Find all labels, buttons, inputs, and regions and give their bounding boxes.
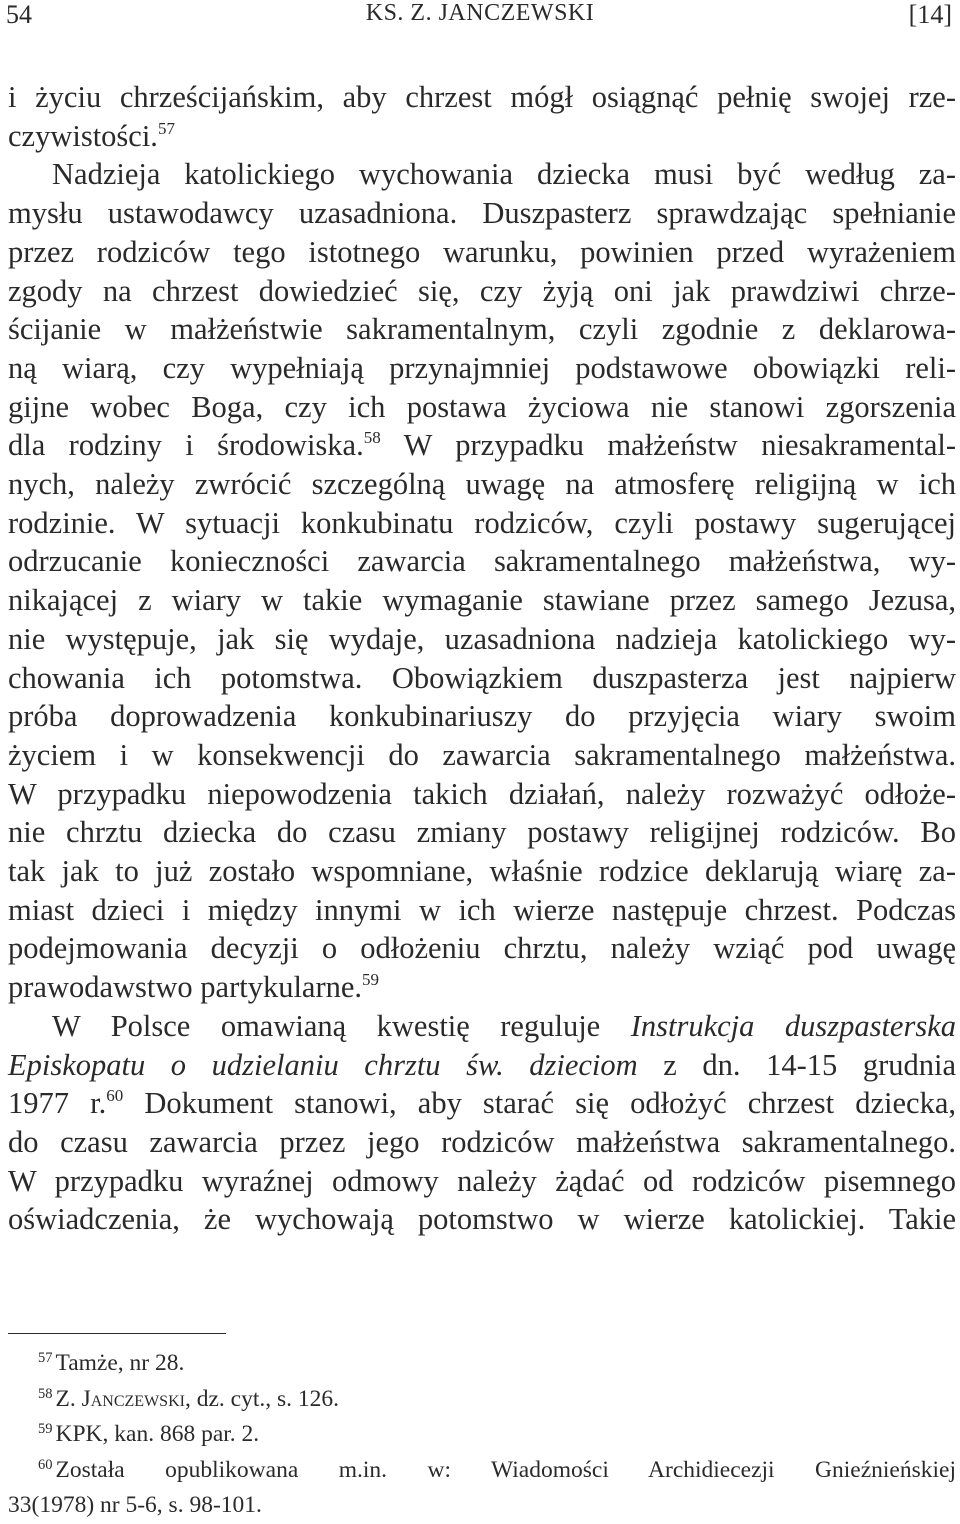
footnote: $^{58}$ Z. Janczewski, dz. cyt., s. 126. (38, 1385, 340, 1412)
document-title-italic: Instrukcja duszpasterska (630, 1008, 956, 1043)
footnote-number: 58 (38, 1385, 53, 1402)
text-line: chowania ich potomstwa. Obowiązkiem duszpasterza jest najpierw (8, 660, 956, 695)
text-line: czywistości.$^{57}$ (8, 118, 175, 153)
text-line: próba doprowadzenia konkubinariuszy do przyjęcia wiary swoim (8, 699, 956, 734)
text-line: 1977 r.$^{60}$ Dokument stanowi, aby starać się odłożyć chrzest dziecka, (8, 1086, 956, 1121)
text-line: zgody na chrzest dowiedzieć się, czy żyją oni jak prawdziwi chrze- (8, 273, 956, 308)
page-header (0, 0, 960, 36)
text-line: Episkopatu o udzielaniu chrztu św. dzieciom z dn. 14-15 grudnia (8, 1047, 956, 1082)
footnote-ref[interactable]: 59 (362, 970, 380, 990)
footnote-number: 60 (38, 1456, 53, 1473)
text-line: ścijanie w małżeństwie sakramentalnym, czyli zgodnie z deklarowa- (8, 312, 956, 347)
text-line: podejmowania decyzji o odłożeniu chrztu, należy wziąć pod uwagę (8, 931, 956, 966)
text-line: odrzucanie konieczności zawarcia sakramentalnego małżeństwa, wy- (8, 544, 956, 579)
text-line: przez rodziców tego istotnego warunku, powinien przed wyrażeniem (8, 234, 956, 269)
text-line: nikającej z wiary w takie wymaganie stawiane przez samego Jezusa, (8, 583, 956, 618)
section-number: [14] (908, 0, 952, 29)
footnote-continuation: 33(1978) nr 5-6, s. 98-101. (8, 1492, 262, 1518)
footnote: $^{60}$ Została opublikowana m.in. w: Wiadomości Archidiecezji Gnieźnieńskiej (38, 1456, 956, 1483)
footnote-ref[interactable]: 57 (157, 118, 175, 138)
text-line: życiem i w konsekwencji do zawarcia sakramentalnego małżeństwa. (8, 737, 956, 772)
text-line: nie chrztu dziecka do czasu zmiany postawy religijnej rodziców. Bo (8, 815, 956, 850)
text-line: prawodawstwo partykularne.$^{59}$ (8, 970, 380, 1005)
text-line: i życiu chrześcijańskim, aby chrzest mógł osiągnąć pełnię swojej rze- (8, 80, 956, 114)
footnote-number: 57 (38, 1350, 53, 1366)
footnote: $^{59}$ KPK, kan. 868 par. 2. (38, 1421, 260, 1447)
text-line: W przypadku niepowodzenia takich działań, należy rozważyć odłoże- (8, 776, 956, 811)
text-line: do czasu zawarcia przez jego rodziców małżeństwa sakramentalnego. (8, 1124, 956, 1159)
footnote-separator (8, 1333, 226, 1334)
text-line: nie występuje, jak się wydaje, uzasadniona nadzieja katolickiego wy- (8, 621, 956, 656)
footnotes (8, 1346, 956, 1524)
text-line: tak jak to już zostało wspomniane, właśnie rodzice deklarują wiarę za- (8, 854, 956, 889)
text-line: nych, należy zwrócić szczególną uwagę na atmosferę religijną w ich (8, 467, 956, 502)
page-number: 54 (6, 0, 32, 29)
text-line: W Polsce omawianą kwestię reguluje Instrukcja duszpasterska (52, 1008, 956, 1043)
footnote: $^{57}$ Tamże, nr 28. (38, 1350, 185, 1376)
running-head: KS. Z. JANCZEWSKI (365, 0, 595, 26)
text-line: miast dzieci i między innymi w ich wierze następuje chrzest. Podczas (8, 892, 956, 927)
text-line: rodzinie. W sytuacji konkubinatu rodziców, czyli postawy sugerującej (8, 505, 956, 540)
text-line: oświadczenia, że wychowają potomstwo w wierze katolickiej. Takie (8, 1202, 956, 1237)
footnote-number: 59 (38, 1421, 53, 1437)
text-line: ną wiarą, czy wypełniają przynajmniej podstawowe obowiązki reli- (8, 350, 956, 385)
text-line: W przypadku wyraźnej odmowy należy żądać od rodziców pisemnego (8, 1163, 956, 1198)
footnote-ref[interactable]: 60 (106, 1086, 124, 1106)
footnote-ref[interactable]: 58 (363, 428, 381, 448)
body-text (8, 78, 956, 1239)
text-line: dla rodziny i środowiska.$^{58}$ W przypadku małżeństw niesakramental- (8, 428, 957, 463)
footnote-author: Z. Janczewski (55, 1385, 185, 1412)
document-title-italic: Episkopatu o udzielaniu chrztu św. dzieciom (8, 1047, 638, 1082)
text-line: gijne wobec Boga, czy ich postawa życiowa nie stanowi zgorszenia (8, 389, 956, 424)
text-line: Nadzieja katolickiego wychowania dziecka musi być według za- (52, 157, 956, 192)
text-line: mysłu ustawodawcy uzasadniona. Duszpasterz sprawdzając spełnianie (8, 196, 956, 231)
